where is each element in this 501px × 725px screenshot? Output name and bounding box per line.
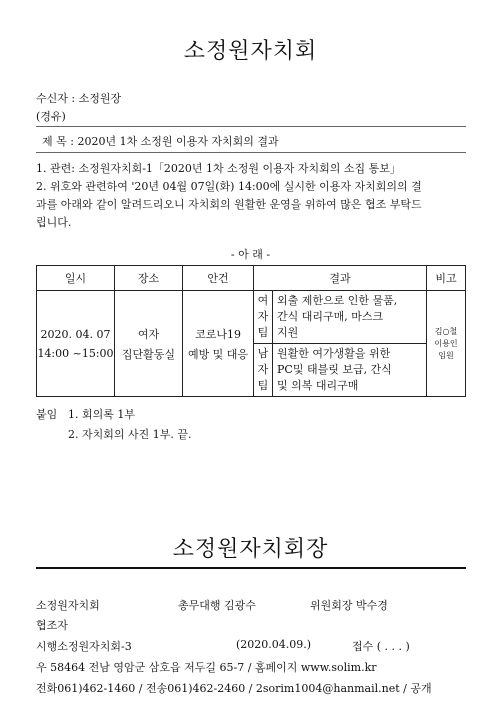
- place-line-1: 여자: [137, 327, 160, 341]
- group2-label: [254, 344, 273, 397]
- group2-result-line: PC및 태블릿 보급, 간식: [277, 363, 392, 376]
- group1-result-line: 외출 제한으로 인한 물품,: [277, 294, 398, 307]
- agenda-line-1: 코로나19: [195, 327, 241, 341]
- group2-label-char: 팀: [257, 379, 269, 392]
- header-place: 장소: [115, 266, 183, 291]
- document-title: 소정원자치회: [183, 39, 318, 64]
- footer-cooperator: 협조자: [36, 619, 68, 632]
- group1-result: [273, 291, 427, 344]
- attachment-label: 붙임: [36, 408, 58, 421]
- note-line-3: 임원: [438, 350, 454, 360]
- result-table: [36, 265, 466, 397]
- group2-label-char: 자: [257, 363, 269, 376]
- subject: 제 목 : 2020년 1차 소정원 이용자 자치회의 결과: [42, 135, 279, 148]
- footer-org: 소정원자치회: [36, 599, 100, 612]
- agenda-cell: [183, 291, 254, 397]
- attachment-2: 2. 자치회의 사진 1부. 끝.: [68, 428, 192, 441]
- header-datetime: 일시: [37, 266, 115, 291]
- footer-divider: [36, 567, 466, 569]
- footer-contact: 전화061)462-1460 / 전송061)462-2460 / 2sorim1004@hanmail.net / 공개: [36, 682, 432, 695]
- group1-label-char: 여: [257, 294, 269, 307]
- table-row: [37, 291, 466, 344]
- group2-result-line: 원활한 여가생활을 위한: [277, 347, 391, 360]
- below-label: - 아 래 -: [230, 248, 271, 261]
- footer-doc-number: 시행소정원자치회-3: [36, 640, 132, 653]
- header-result: 결과: [254, 266, 427, 291]
- body-line-1: 1. 관련: 소정원자치회-1「2020년 1차 소정원 이용자 자치회의 소집 통보」: [36, 162, 401, 175]
- recipient: 수신자 : 소정원장: [36, 92, 122, 105]
- datetime-time: 14:00 ~15:00: [37, 346, 114, 360]
- group2-label-char: 남: [257, 347, 269, 360]
- footer-address: 우 58464 전남 영암군 삼호읍 저두길 65-7 / 홈페이지 www.solim.kr: [36, 661, 377, 674]
- note-cell: [427, 291, 466, 397]
- body-line-3: 과를 아래와 같이 알려드리오니 자치회의 원활한 운영을 위하여 많은 협조 부탁드: [36, 198, 422, 211]
- datetime-date: 2020. 04. 07: [40, 327, 111, 341]
- group1-label-char: 팀: [257, 326, 269, 339]
- group1-result-line: 지원: [277, 326, 299, 339]
- group2-result-line: 및 의복 대리구매: [277, 379, 359, 392]
- datetime-cell: [37, 291, 115, 397]
- group1-label: [254, 291, 273, 344]
- footer-date: (2020.04.09.): [236, 638, 312, 651]
- agenda-line-2: 예방 및 대응: [187, 347, 249, 361]
- table-header-row: [37, 266, 466, 291]
- body-line-2: 2. 위호와 관련하여 '20년 04월 07일(화) 14:00에 실시한 이용자 자치회의의 결: [36, 180, 422, 193]
- place-line-2: 집단활동실: [121, 347, 176, 361]
- group2-result: [273, 344, 427, 397]
- note-line-2: 이용인: [434, 338, 458, 348]
- via: (경유): [36, 110, 66, 123]
- divider: [36, 152, 466, 153]
- note-line-1: 김○철: [434, 326, 458, 336]
- footer-manager: 총무대행 김광수: [178, 599, 256, 612]
- group1-label-char: 자: [257, 310, 269, 323]
- sender-title: 소정원자치회장: [172, 537, 329, 562]
- group1-result-line: 간식 대리구매, 마스크: [277, 310, 384, 323]
- footer-chair: 위원회장 박수경: [310, 599, 388, 612]
- attachment-1: 1. 회의록 1부: [68, 408, 135, 421]
- place-cell: [115, 291, 183, 397]
- divider: [36, 126, 466, 127]
- header-agenda: 안건: [183, 266, 254, 291]
- header-note: 비고: [427, 266, 466, 291]
- body-line-4: 립니다.: [36, 216, 72, 229]
- footer-receipt: 접수 ( . . . ): [352, 640, 410, 653]
